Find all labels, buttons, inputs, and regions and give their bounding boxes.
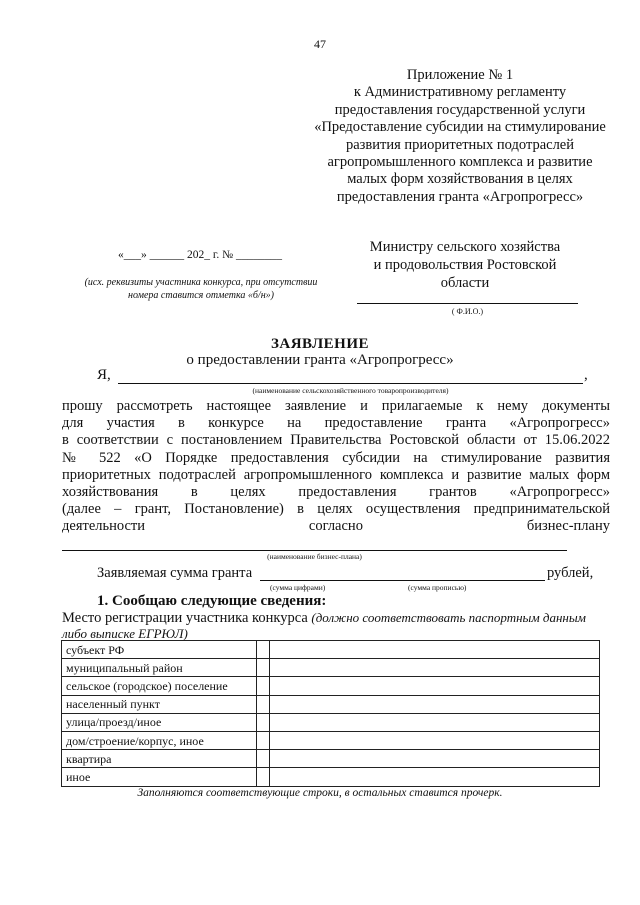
addressee-line: и продовольствия Ростовской <box>373 257 557 273</box>
row-spacer-cell <box>257 750 270 768</box>
addressee-line: области <box>440 275 490 291</box>
row-spacer-cell <box>257 768 270 786</box>
grant-amount-unit: рублей, <box>547 565 594 581</box>
registration-table <box>61 640 600 787</box>
row-label: квартира <box>62 750 257 768</box>
page-number: 47 <box>314 37 326 51</box>
footnote: Заполняются соответствующие строки, в остальных ставится прочерк. <box>137 787 503 799</box>
amount-digits-caption: (сумма цифрами) <box>270 583 326 592</box>
row-spacer-cell <box>257 713 270 731</box>
paragraph-line: прошу рассмотреть настоящее заявление и прилагаемые к нему документы <box>62 398 610 414</box>
annex-line: Приложение № 1 <box>406 67 514 83</box>
row-value-cell[interactable] <box>270 641 600 659</box>
table-row <box>62 641 600 659</box>
registration-place-note: (должно соответствовать паспортным данным либо выписке ЕГРЮЛ) <box>62 610 586 641</box>
paragraph-line: деятельности согласно бизнес-плану <box>62 518 610 535</box>
row-spacer-cell <box>257 641 270 659</box>
registration-place-text <box>62 610 610 642</box>
annex-line: малых форм хозяйствования в целях <box>347 171 573 188</box>
row-value-cell[interactable] <box>270 713 600 731</box>
row-value-cell[interactable] <box>270 659 600 677</box>
registration-place-label: Место регистрации участника конкурса <box>62 610 308 626</box>
annex-line: агропромышленного комплекса и развитие <box>327 154 593 171</box>
table-row <box>62 677 600 695</box>
business-plan-field[interactable] <box>62 550 567 551</box>
applicant-name-field[interactable] <box>118 383 583 384</box>
applicant-suffix: , <box>584 367 588 383</box>
paragraph-line: № 522 «О Порядке предоставления субсидии на стимулирование развития <box>62 449 610 466</box>
grant-amount-label: Заявляемая сумма гранта <box>97 565 253 581</box>
paragraph-line: для участия в конкурсе на предоставление гранта «Агропрогресс» <box>62 415 610 432</box>
row-value-cell[interactable] <box>270 750 600 768</box>
table-row <box>62 659 600 677</box>
annex-line: предоставления государственной услуги <box>334 101 586 118</box>
row-label: муниципальный район <box>62 659 257 677</box>
row-value-cell[interactable] <box>270 677 600 695</box>
table-row <box>62 731 600 749</box>
requisites-note <box>62 276 340 302</box>
row-value-cell[interactable] <box>270 695 600 713</box>
paragraph-line: (далее – грант, Постановление) в целях осуществления предпринимательской <box>62 501 610 518</box>
row-spacer-cell <box>257 659 270 677</box>
annex-line: развития приоритетных подотраслей <box>345 136 575 153</box>
table-row <box>62 713 600 731</box>
grant-amount-field[interactable] <box>260 580 545 581</box>
annex-line: предоставления гранта «Агропрогресс» <box>336 188 584 205</box>
row-label: улица/проезд/иное <box>62 713 257 731</box>
row-label: сельское (городское) поселение <box>62 677 257 695</box>
paragraph-line: в соответствии с постановлением Правительства Ростовской области от 15.06.2022 <box>62 432 610 449</box>
annex-line: к Административному регламенту <box>353 84 567 101</box>
row-label: населенный пункт <box>62 695 257 713</box>
row-spacer-cell <box>257 731 270 749</box>
table-row <box>62 750 600 768</box>
table-row <box>62 768 600 786</box>
table-row <box>62 695 600 713</box>
section-1-title: 1. Сообщаю следующие сведения: <box>97 593 327 609</box>
paragraph-line: приоритетных подотраслей агропромышленного комплекса и развитие малых форм <box>62 466 610 483</box>
business-plan-caption: (наименование бизнес-плана) <box>267 552 362 561</box>
requisites-note-line: (исх. реквизиты участника конкурса, при отсутствии <box>84 277 318 288</box>
amount-words-caption: (сумма прописью) <box>408 583 467 592</box>
request-paragraph <box>62 398 610 536</box>
row-value-cell[interactable] <box>270 731 600 749</box>
row-label: субъект РФ <box>62 641 257 659</box>
addressee-line: Министру сельского хозяйства <box>369 239 561 255</box>
addressee-block <box>355 238 575 292</box>
row-spacer-cell <box>257 677 270 695</box>
document-title: ЗАЯВЛЕНИЕ <box>270 336 370 352</box>
paragraph-line: хозяйствования в целях предоставления грантов «Агропрогресс» <box>62 483 610 500</box>
applicant-prefix: Я, <box>97 367 111 383</box>
applicant-caption: (наименование сельскохозяйственного товаропроизводителя) <box>252 386 449 395</box>
row-value-cell[interactable] <box>270 768 600 786</box>
row-label: дом/строение/корпус, иное <box>62 731 257 749</box>
row-label: иное <box>62 768 257 786</box>
fio-caption: ( Ф.И.О.) <box>451 307 484 316</box>
document-subtitle: о предоставлении гранта «Агропрогресс» <box>186 352 454 368</box>
annex-line: «Предоставление субсидии на стимулирование <box>314 119 606 136</box>
requisites-note-line: номера ставится отметка «б/н») <box>128 290 274 301</box>
annex-header <box>300 67 620 206</box>
requisites-line: «___» ______ 202_ г. № ________ <box>118 249 282 261</box>
row-spacer-cell <box>257 695 270 713</box>
fio-field-line[interactable] <box>357 303 578 304</box>
